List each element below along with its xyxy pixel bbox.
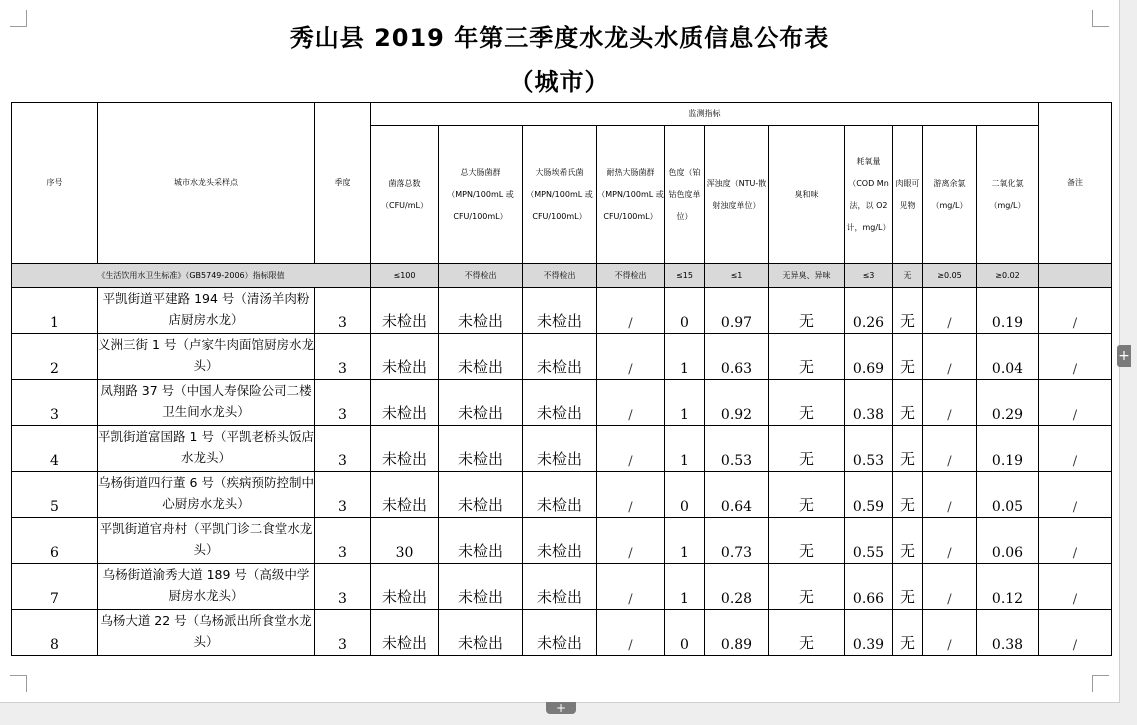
row-value: 无 bbox=[893, 518, 923, 564]
header-indicator: 肉眼可见物 bbox=[893, 126, 923, 264]
header-indicator: 浑浊度（NTU-散射浊度单位） bbox=[705, 126, 769, 264]
row-value: 0.19 bbox=[977, 288, 1039, 334]
row-value: 0.63 bbox=[705, 334, 769, 380]
row-value: 1 bbox=[665, 334, 705, 380]
row-value: 无 bbox=[769, 288, 845, 334]
row-value: 未检出 bbox=[371, 564, 439, 610]
row-value: 未检出 bbox=[439, 288, 523, 334]
row-season: 3 bbox=[315, 426, 371, 472]
row-value: 0 bbox=[665, 288, 705, 334]
row-value: 1 bbox=[665, 518, 705, 564]
row-season: 3 bbox=[315, 472, 371, 518]
standard-limit: ≤100 bbox=[371, 264, 439, 288]
row-value: 0.53 bbox=[705, 426, 769, 472]
row-location: 凤翔路 37 号（中国人寿保险公司二楼卫生间水龙头） bbox=[98, 380, 315, 426]
crop-mark-bottom-left bbox=[10, 675, 27, 692]
row-index: 3 bbox=[12, 380, 98, 426]
row-remarks: / bbox=[1039, 288, 1112, 334]
header-monitoring-group: 监测指标 bbox=[371, 103, 1039, 126]
row-value: 无 bbox=[893, 334, 923, 380]
standard-limit: 无异臭、异味 bbox=[769, 264, 845, 288]
header-indicator: 耗氧量（COD Mn 法，以 O2 计，mg/L） bbox=[845, 126, 893, 264]
row-value: / bbox=[597, 564, 665, 610]
row-value: / bbox=[923, 380, 977, 426]
standard-limit: 不得检出 bbox=[439, 264, 523, 288]
row-season: 3 bbox=[315, 334, 371, 380]
row-value: 无 bbox=[769, 426, 845, 472]
row-value: 未检出 bbox=[439, 380, 523, 426]
table-body bbox=[12, 288, 1112, 656]
row-value: / bbox=[923, 610, 977, 656]
row-location: 平凯街道平建路 194 号（清汤羊肉粉店厨房水龙） bbox=[98, 288, 315, 334]
standard-label: 《生活饮用水卫生标准》（GB5749-2006）指标限值 bbox=[12, 264, 371, 288]
table-row bbox=[12, 610, 1112, 656]
table-header bbox=[12, 103, 1112, 264]
standard-remarks-empty bbox=[1039, 264, 1112, 288]
table-row bbox=[12, 564, 1112, 610]
header-indicator: 臭和味 bbox=[769, 126, 845, 264]
row-value: 无 bbox=[893, 610, 923, 656]
standard-limit: 不得检出 bbox=[597, 264, 665, 288]
header-indicator: 色度（铂钴色度单位） bbox=[665, 126, 705, 264]
row-value: 0.04 bbox=[977, 334, 1039, 380]
water-quality-table bbox=[11, 102, 1112, 656]
row-remarks: / bbox=[1039, 334, 1112, 380]
row-value: / bbox=[923, 426, 977, 472]
row-value: / bbox=[597, 610, 665, 656]
row-value: / bbox=[923, 334, 977, 380]
row-location: 义洲三街 1 号（卢家牛肉面馆厨房水龙头） bbox=[98, 334, 315, 380]
row-value: / bbox=[597, 426, 665, 472]
table-row bbox=[12, 518, 1112, 564]
row-location: 乌杨街道渝秀大道 189 号（高级中学厨房水龙头） bbox=[98, 564, 315, 610]
row-value: 未检出 bbox=[371, 380, 439, 426]
row-season: 3 bbox=[315, 564, 371, 610]
header-location: 城市水龙头采样点 bbox=[98, 103, 315, 264]
row-remarks: / bbox=[1039, 472, 1112, 518]
row-value: / bbox=[597, 518, 665, 564]
row-value: 0.53 bbox=[845, 426, 893, 472]
row-value: 未检出 bbox=[523, 518, 597, 564]
row-value: 未检出 bbox=[371, 472, 439, 518]
row-value: 未检出 bbox=[523, 426, 597, 472]
row-value: 0.06 bbox=[977, 518, 1039, 564]
header-remarks: 备注 bbox=[1039, 103, 1112, 264]
row-index: 5 bbox=[12, 472, 98, 518]
row-remarks: / bbox=[1039, 426, 1112, 472]
row-value: 无 bbox=[769, 564, 845, 610]
row-location: 乌杨街道四行董 6 号（疾病预防控制中心厨房水龙头） bbox=[98, 472, 315, 518]
standard-limit: ≤15 bbox=[665, 264, 705, 288]
table-row bbox=[12, 472, 1112, 518]
row-value: / bbox=[923, 564, 977, 610]
row-value: 未检出 bbox=[371, 426, 439, 472]
row-value: / bbox=[923, 518, 977, 564]
table-row bbox=[12, 380, 1112, 426]
row-value: / bbox=[597, 334, 665, 380]
row-value: 0.05 bbox=[977, 472, 1039, 518]
row-value: 0.69 bbox=[845, 334, 893, 380]
table-row bbox=[12, 334, 1112, 380]
row-value: 未检出 bbox=[439, 610, 523, 656]
row-value: 未检出 bbox=[523, 380, 597, 426]
row-value: 1 bbox=[665, 564, 705, 610]
standard-limit: ≥0.05 bbox=[923, 264, 977, 288]
row-value: 未检出 bbox=[523, 472, 597, 518]
row-value: 0.66 bbox=[845, 564, 893, 610]
expand-bottom-button[interactable]: + bbox=[546, 702, 576, 714]
row-value: 未检出 bbox=[523, 564, 597, 610]
row-index: 6 bbox=[12, 518, 98, 564]
row-value: 0.73 bbox=[705, 518, 769, 564]
header-indicator: 耐热大肠菌群（MPN/100mL 或 CFU/100mL） bbox=[597, 126, 665, 264]
row-value: / bbox=[923, 472, 977, 518]
row-value: 无 bbox=[893, 472, 923, 518]
row-value: 30 bbox=[371, 518, 439, 564]
header-indicator: 大肠埃希氏菌（MPN/100mL 或 CFU/100mL） bbox=[523, 126, 597, 264]
row-value: 0.29 bbox=[977, 380, 1039, 426]
row-value: 0 bbox=[665, 472, 705, 518]
row-value: 未检出 bbox=[523, 610, 597, 656]
row-value: 1 bbox=[665, 426, 705, 472]
row-value: 0 bbox=[665, 610, 705, 656]
row-value: 0.38 bbox=[845, 380, 893, 426]
table-row bbox=[12, 288, 1112, 334]
row-index: 1 bbox=[12, 288, 98, 334]
row-value: 无 bbox=[769, 518, 845, 564]
row-remarks: / bbox=[1039, 518, 1112, 564]
row-value: 无 bbox=[893, 564, 923, 610]
row-index: 8 bbox=[12, 610, 98, 656]
row-value: 无 bbox=[893, 288, 923, 334]
row-value: 0.64 bbox=[705, 472, 769, 518]
row-season: 3 bbox=[315, 288, 371, 334]
row-value: 0.38 bbox=[977, 610, 1039, 656]
row-index: 4 bbox=[12, 426, 98, 472]
row-index: 2 bbox=[12, 334, 98, 380]
row-value: 0.39 bbox=[845, 610, 893, 656]
table-row bbox=[12, 426, 1112, 472]
table-standard bbox=[12, 264, 1112, 288]
row-value: 0.12 bbox=[977, 564, 1039, 610]
row-location: 乌杨大道 22 号（乌杨派出所食堂水龙头） bbox=[98, 610, 315, 656]
header-indicator: 菌落总数（CFU/mL） bbox=[371, 126, 439, 264]
header-season: 季度 bbox=[315, 103, 371, 264]
row-value: 未检出 bbox=[371, 334, 439, 380]
row-value: 未检出 bbox=[439, 334, 523, 380]
row-value: / bbox=[923, 288, 977, 334]
row-value: 0.55 bbox=[845, 518, 893, 564]
row-value: 0.92 bbox=[705, 380, 769, 426]
row-value: 无 bbox=[769, 334, 845, 380]
row-value: 0.89 bbox=[705, 610, 769, 656]
row-value: 0.97 bbox=[705, 288, 769, 334]
row-value: / bbox=[597, 288, 665, 334]
row-remarks: / bbox=[1039, 610, 1112, 656]
row-value: 未检出 bbox=[523, 288, 597, 334]
header-indicator: 总大肠菌群（MPN/100mL 或 CFU/100mL） bbox=[439, 126, 523, 264]
document-title: 秀山县 2019 年第三季度水龙头水质信息公布表 bbox=[289, 24, 830, 52]
expand-right-button[interactable]: + bbox=[1117, 345, 1131, 367]
standard-limit: 无 bbox=[893, 264, 923, 288]
standard-limit: 不得检出 bbox=[523, 264, 597, 288]
row-value: 0.19 bbox=[977, 426, 1039, 472]
row-remarks: / bbox=[1039, 380, 1112, 426]
header-indicator: 二氧化氯（mg/L） bbox=[977, 126, 1039, 264]
row-value: 0.28 bbox=[705, 564, 769, 610]
row-value: 无 bbox=[769, 380, 845, 426]
header-index: 序号 bbox=[12, 103, 98, 264]
row-value: 未检出 bbox=[523, 334, 597, 380]
row-value: 无 bbox=[769, 472, 845, 518]
row-value: 未检出 bbox=[371, 288, 439, 334]
document-subtitle: （城市） bbox=[509, 68, 610, 96]
row-value: 未检出 bbox=[439, 564, 523, 610]
row-value: 无 bbox=[893, 426, 923, 472]
row-value: 0.59 bbox=[845, 472, 893, 518]
row-value: 无 bbox=[769, 610, 845, 656]
header-indicator: 游离余氯（mg/L） bbox=[923, 126, 977, 264]
row-value: 未检出 bbox=[439, 518, 523, 564]
row-value: 未检出 bbox=[439, 472, 523, 518]
row-value: / bbox=[597, 380, 665, 426]
row-value: 无 bbox=[893, 380, 923, 426]
row-remarks: / bbox=[1039, 564, 1112, 610]
row-value: / bbox=[597, 472, 665, 518]
row-index: 7 bbox=[12, 564, 98, 610]
row-season: 3 bbox=[315, 610, 371, 656]
standard-limit: ≥0.02 bbox=[977, 264, 1039, 288]
row-location: 平凯街道富国路 1 号（平凯老桥头饭店水龙头） bbox=[98, 426, 315, 472]
row-value: 未检出 bbox=[439, 426, 523, 472]
standard-limit: ≤1 bbox=[705, 264, 769, 288]
row-location: 平凯街道官舟村（平凯门诊二食堂水龙头） bbox=[98, 518, 315, 564]
row-value: 未检出 bbox=[371, 610, 439, 656]
row-season: 3 bbox=[315, 518, 371, 564]
crop-mark-bottom-right bbox=[1092, 675, 1109, 692]
standard-limit: ≤3 bbox=[845, 264, 893, 288]
row-value: 0.26 bbox=[845, 288, 893, 334]
row-season: 3 bbox=[315, 380, 371, 426]
row-value: 1 bbox=[665, 380, 705, 426]
